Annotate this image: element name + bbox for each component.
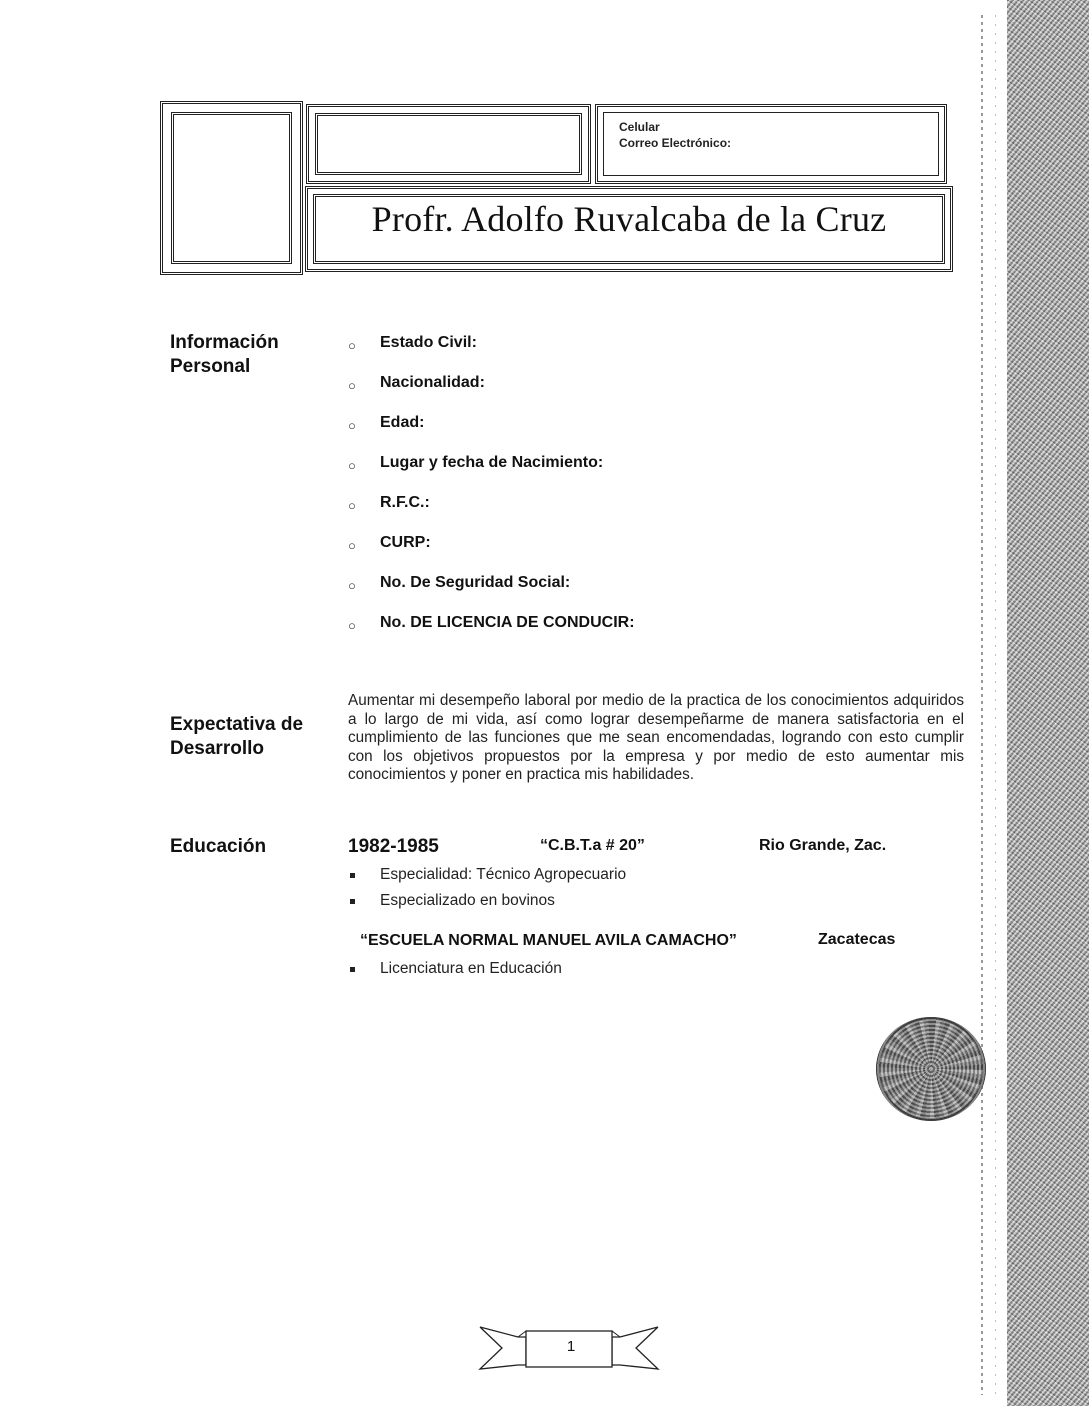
personal-info-heading-line1: Información [170, 332, 279, 353]
education-school: “ESCUELA NORMAL MANUEL AVILA CAMACHO” [360, 932, 737, 949]
personal-info-heading-line2: Personal [170, 356, 251, 377]
circle-bullet-icon: ○ [348, 498, 356, 513]
photo-frame [160, 101, 303, 275]
circle-bullet-icon: ○ [348, 378, 356, 393]
info-label: Lugar y fecha de Nacimiento: [380, 454, 604, 471]
education-location: Rio Grande, Zac. [759, 837, 887, 854]
list-item [348, 332, 635, 372]
education-details-list [350, 956, 562, 982]
info-label: R.F.C.: [380, 494, 430, 511]
personal-info-list [348, 332, 635, 652]
header-blank-box [306, 104, 591, 184]
list-item [348, 492, 635, 532]
education-school: “C.B.T.a # 20” [540, 837, 645, 854]
list-item [348, 612, 635, 652]
candidate-name: Profr. Adolfo Ruvalcaba de la Cruz [371, 199, 887, 239]
education-location: Zacatecas [818, 931, 896, 948]
list-item [350, 956, 562, 982]
info-label: Edad: [380, 414, 425, 431]
objective-heading [170, 713, 303, 761]
list-item [348, 572, 635, 612]
objective-heading-line2: Desarrollo [170, 738, 264, 759]
info-label: Estado Civil: [380, 334, 477, 351]
list-item [348, 452, 635, 492]
list-item [350, 862, 626, 888]
objective-text: Aumentar mi desempeño laboral por medio de la practica de los conocimientos adquiridos a lo largo de mi vida, así como lograr desempeñarme de manera satisfactoria en el cumplimiento de las funciones que me sean encomendadas, logrando con esto cumplir con los objetivos propuestos por la empresa y por medio de esto aumentar mis conocimientos y poner en practica mis habilidades. [348, 692, 964, 783]
info-label: No. DE LICENCIA DE CONDUCIR: [380, 614, 635, 631]
circle-bullet-icon: ○ [348, 418, 356, 433]
scan-edge-strip [1007, 0, 1089, 1406]
personal-info-heading [170, 331, 279, 379]
list-item [350, 888, 626, 914]
circle-bullet-icon: ○ [348, 458, 356, 473]
circle-bullet-icon: ○ [348, 618, 356, 633]
square-bullet-icon [350, 967, 355, 972]
official-seal [876, 1017, 986, 1121]
scan-edge-line [981, 15, 983, 1395]
circle-bullet-icon: ○ [348, 538, 356, 553]
circle-bullet-icon: ○ [348, 578, 356, 593]
education-years: 1982-1985 [348, 836, 439, 857]
contact-email-label: Correo Electrónico: [619, 136, 732, 150]
list-item [348, 412, 635, 452]
circle-bullet-icon: ○ [348, 338, 356, 353]
education-detail: Especializado en bovinos [380, 892, 555, 909]
objective-heading-line1: Expectativa de [170, 714, 304, 735]
info-label: CURP: [380, 534, 431, 551]
info-label: Nacionalidad: [380, 374, 485, 391]
square-bullet-icon [350, 899, 355, 904]
list-item [348, 532, 635, 572]
education-detail: Especialidad: Técnico Agropecuario [380, 866, 627, 883]
square-bullet-icon [350, 873, 355, 878]
education-detail: Licenciatura en Educación [380, 960, 562, 977]
list-item [348, 372, 635, 412]
contact-phone-label: Celular [619, 120, 660, 134]
contact-info [619, 119, 731, 151]
education-heading: Educación [170, 836, 267, 857]
info-label: No. De Seguridad Social: [380, 574, 571, 591]
page-number: 1 [566, 1338, 576, 1355]
scan-edge-line-secondary [995, 15, 996, 1395]
education-details-list [350, 862, 626, 914]
